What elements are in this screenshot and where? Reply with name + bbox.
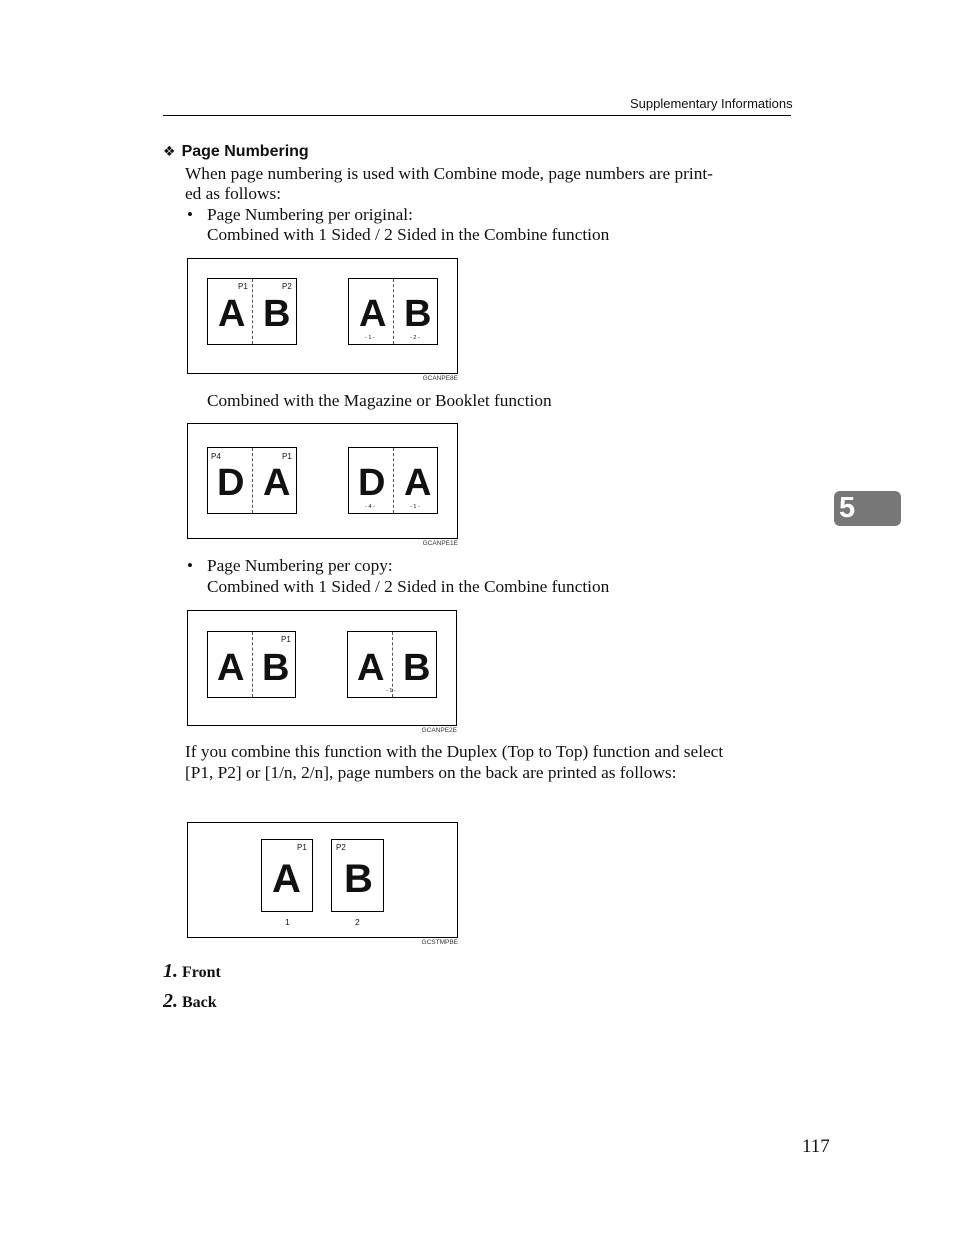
page-number-label: P1 (281, 635, 291, 644)
page-letter: B (403, 647, 431, 689)
printed-sheet-page-number (207, 631, 296, 698)
duplex-line-1: If you combine this function with the Duplex (Top to Top) function and select (185, 742, 724, 761)
page-number-label: P2 (336, 843, 346, 852)
printed-sheet-dash-numbers (348, 278, 438, 345)
figure-code: GCANPE1E (422, 540, 458, 547)
page-number-label: P2 (282, 282, 292, 291)
legend-number: 2. (163, 990, 178, 1012)
legend-item-front (163, 960, 221, 983)
page-number-label: - 4 - (365, 504, 375, 510)
page-letter: A (357, 647, 385, 689)
printed-sheet-page-numbers (207, 278, 297, 345)
bullet-dot: • (187, 556, 193, 575)
figure-magazine-booklet (187, 423, 458, 539)
page-letter: B (262, 647, 290, 689)
page-number-label: P1 (238, 282, 248, 291)
page-letter: A (359, 293, 387, 335)
figure-code: GCANPE2E (421, 727, 457, 734)
chapter-tab: 5 (834, 491, 901, 526)
printed-sheet-page-numbers (207, 447, 297, 514)
page-letter: D (217, 462, 245, 504)
diamond-bullet-icon: ❖ (163, 143, 176, 159)
bullet2-sub1: Combined with 1 Sided / 2 Sided in the Combine function (207, 577, 610, 596)
figure-code: GCANPE8E (422, 375, 458, 382)
figure-duplex-front-back (187, 822, 458, 938)
page-number-label: - 1 - (386, 688, 396, 694)
back-page (331, 839, 384, 912)
callout-back: 2 (355, 917, 360, 927)
callout-front: 1 (285, 917, 290, 927)
page-number-label: P4 (211, 452, 221, 461)
printed-sheet-dash-number (347, 631, 437, 698)
fold-line (252, 448, 253, 513)
page-letter: A (272, 857, 301, 901)
front-page (261, 839, 313, 912)
running-header: Supplementary Informations (630, 96, 793, 111)
bullet1-sub2: Combined with the Magazine or Booklet function (207, 391, 552, 410)
fold-line (252, 632, 253, 697)
page-letter: B (263, 293, 291, 335)
bullet-dot: • (187, 205, 193, 224)
figure-combine-per-copy (187, 610, 457, 726)
bullet2-label: Page Numbering per copy: (207, 556, 393, 575)
bullet1-sub1: Combined with 1 Sided / 2 Sided in the Combine function (207, 225, 610, 244)
duplex-line-2: [P1, P2] or [1/n, 2/n], page numbers on the back are printed as follows: (185, 763, 677, 782)
page-letter: A (217, 647, 245, 689)
page-letter: B (344, 857, 373, 901)
figure-combine-1sided-per-original (187, 258, 458, 374)
page-number-label: - 1 - (410, 504, 420, 510)
page-letter: A (263, 462, 291, 504)
header-rule (163, 115, 791, 116)
page-number-label: - 2 - (410, 335, 420, 341)
section-heading (163, 143, 309, 161)
page-number-label: P1 (297, 843, 307, 852)
page-letter: B (404, 293, 432, 335)
legend-label: Back (182, 994, 217, 1011)
page-number: 117 (802, 1136, 830, 1157)
legend-label: Front (182, 964, 221, 981)
page-letter: A (218, 293, 246, 335)
section-heading-text: Page Numbering (181, 143, 309, 160)
intro-line-1: When page numbering is used with Combine mode, page numbers are print- (185, 164, 713, 183)
legend-item-back (163, 990, 217, 1013)
page-letter: A (404, 462, 432, 504)
bullet1-label: Page Numbering per original: (207, 205, 413, 224)
legend-number: 1. (163, 960, 178, 982)
fold-line (393, 279, 394, 344)
figure-code: GCSTMPBE (421, 939, 458, 946)
page-letter: D (358, 462, 386, 504)
fold-line (393, 448, 394, 513)
page-number-label: - 1 - (365, 335, 375, 341)
printed-sheet-dash-numbers (348, 447, 438, 514)
intro-line-2: ed as follows: (185, 184, 281, 203)
page-number-label: P1 (282, 452, 292, 461)
fold-line (252, 279, 253, 344)
